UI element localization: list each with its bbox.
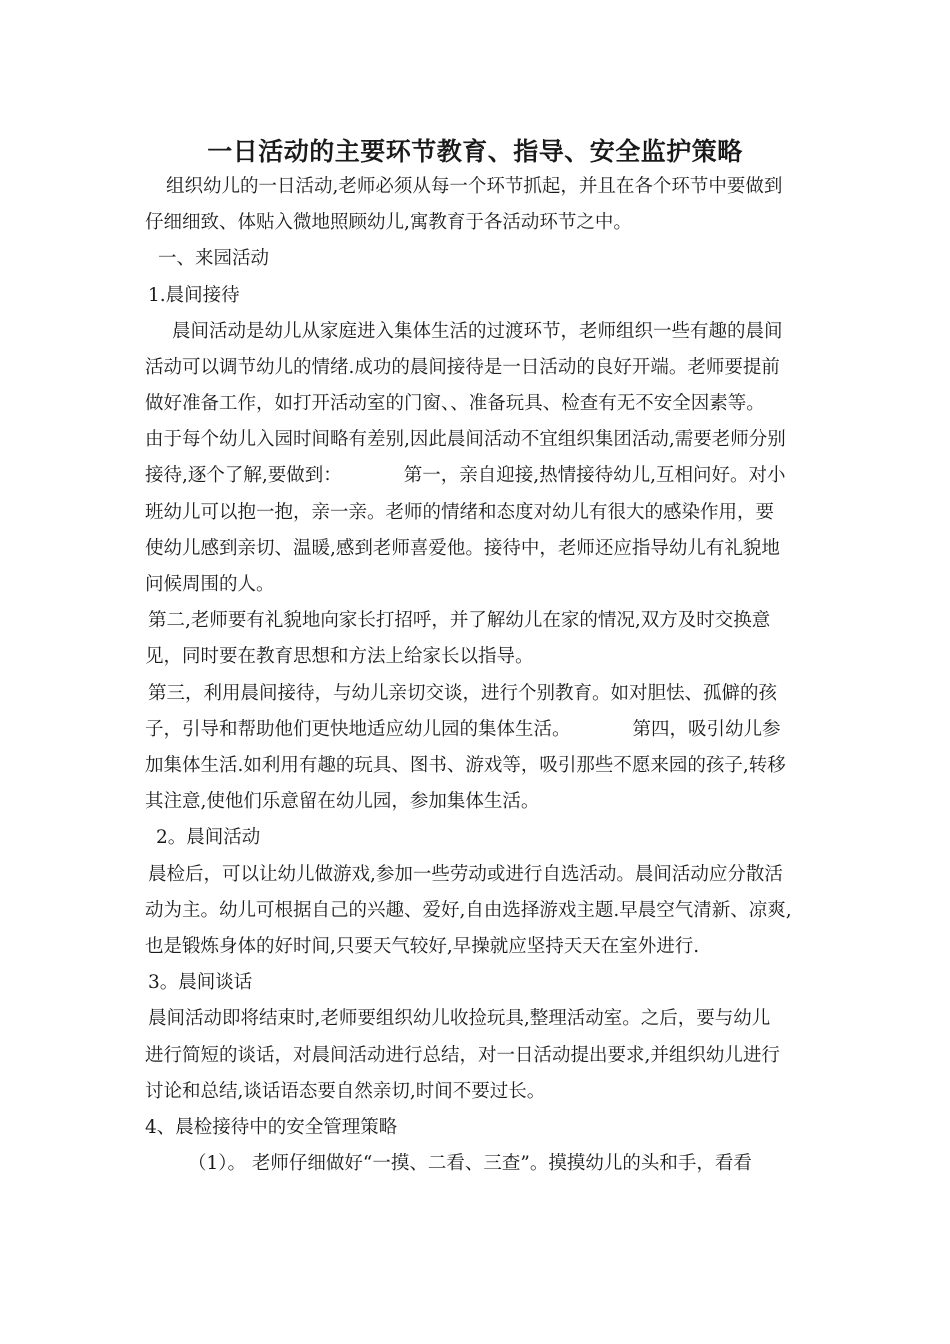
- paragraph-line: 第三，利用晨间接待，与幼儿亲切交谈，进行个别教育。如对胆怯、孤僻的孩: [148, 683, 778, 704]
- paragraph-line: 讨论和总结,谈话语态要自然亲切,时间不要过长。: [145, 1081, 546, 1102]
- line-segment: 第四，吸引幼儿参: [632, 719, 781, 740]
- paragraph-line: 动为主。幼儿可根据自己的兴趣、爱好,自由选择游戏主题.早晨空气清新、凉爽,: [145, 900, 792, 921]
- paragraph-line: [145, 463, 786, 489]
- section-heading: 一、来园活动: [158, 248, 270, 269]
- paragraph-line: （1）。 老师仔细做好“一摸、二看、三查”。摸摸幼儿的头和手，看看: [188, 1153, 752, 1174]
- paragraph-line: 由于每个幼儿入园时间略有差别,因此晨间活动不宜组织集团活动,需要老师分别: [145, 429, 786, 450]
- paragraph-line: 也是锻炼身体的好时间,只要天气较好,早操就应坚持天天在室外进行.: [145, 936, 700, 957]
- paragraph-line: 活动可以调节幼儿的情绪.成功的晨间接待是一日活动的良好开端。老师要提前: [145, 357, 780, 378]
- subsection-heading: 4、晨检接待中的安全管理策略: [145, 1117, 398, 1138]
- line-segment: 接待,逐个了解,要做到：: [145, 465, 342, 486]
- paragraph-line: 班幼儿可以抱一抱，亲一亲。老师的情绪和态度对幼儿有很大的感染作用，要: [145, 502, 775, 523]
- paragraph-line: 第二,老师要有礼貌地向家长打招呼，并了解幼儿在家的情况,双方及时交换意: [148, 610, 771, 631]
- paragraph-line: [145, 717, 781, 743]
- line-segment: 第一，亲自迎接,热情接待幼儿,互相问好。对小: [403, 465, 786, 486]
- paragraph-line: 做好准备工作，如打开活动室的门窗、、准备玩具、检查有无不安全因素等。: [145, 393, 765, 414]
- subsection-heading: 2。晨间活动: [156, 827, 261, 848]
- paragraph-line: 进行简短的谈话，对晨间活动进行总结，对一日活动提出要求,并组织幼儿进行: [145, 1045, 780, 1066]
- paragraph-line: 晨间活动是幼儿从家庭进入集体生活的过渡环节，老师组织一些有趣的晨间: [172, 321, 783, 342]
- document-title: 一日活动的主要环节教育、指导、安全监护策略: [207, 137, 743, 166]
- line-segment: 子，引导和帮助他们更快地适应幼儿园的集体生活。: [145, 719, 571, 740]
- paragraph-line: 晨检后，可以让幼儿做游戏,参加一些劳动或进行自选活动。晨间活动应分散活: [148, 864, 783, 885]
- paragraph-line: 使幼儿感到亲切、温暖,感到老师喜爱他。接待中，老师还应指导幼儿有礼貌地: [145, 538, 780, 559]
- paragraph-line: 其注意,使他们乐意留在幼儿园，参加集体生活。: [145, 791, 540, 812]
- paragraph-line: 问候周围的人。: [145, 574, 275, 595]
- paragraph-line: 仔细细致、体贴入微地照顾幼儿,寓教育于各活动环节之中。: [145, 212, 632, 233]
- subsection-heading: 3。晨间谈话: [148, 972, 253, 993]
- paragraph-line: 见，同时要在教育思想和方法上给家长以指导。: [145, 646, 534, 667]
- paragraph-line: 组织幼儿的一日活动,老师必须从每一个环节抓起，并且在各个环节中要做到: [166, 176, 783, 197]
- paragraph-line: 加集体生活.如利用有趣的玩具、图书、游戏等，吸引那些不愿来园的孩子,转移: [145, 755, 786, 776]
- subsection-heading: 1.晨间接待: [148, 285, 240, 306]
- paragraph-line: 晨间活动即将结束时,老师要组织幼儿收捡玩具,整理活动室。之后，要与幼儿: [148, 1008, 771, 1029]
